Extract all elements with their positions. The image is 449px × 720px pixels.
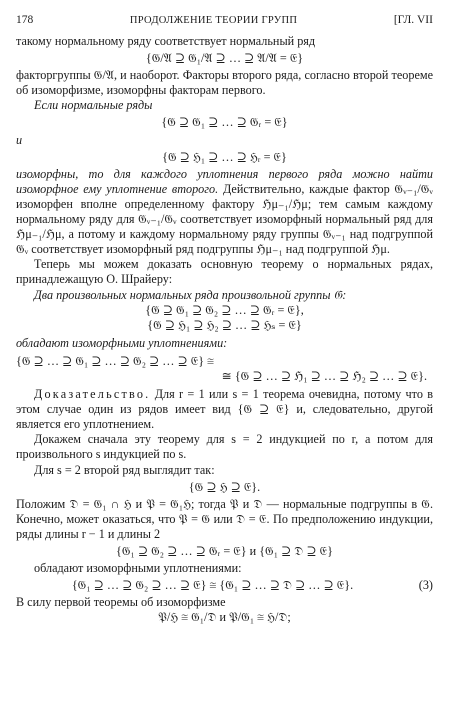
paragraph-2: Если нормальные ряды [34, 98, 153, 113]
paragraph-12: В силу первой теоремы об изоморфизме [16, 595, 226, 610]
formula-5: {𝔊 ⊇ ℌ₁ ⊇ ℌ₂ ⊇ … ⊇ ℌₛ = 𝔈} [147, 317, 302, 332]
paragraph-3-rest: Действительно, каждые фактор 𝔊ᵥ₋₁/𝔊ᵥ изоморфен вполне определенному фактору ℌμ₋₁/ℌμ; тем самым каждому нормальному ряду для 𝔊ᵥ₋₁/𝔊ᵥ соответствует изоморфный нормальный ряд для ℌμ₋₁/ℌμ, а потому и каждому нормальному ряду группы 𝔊ᵥ₋₁ над подгруппой 𝔊ᵥ соответствует изоморфный ряд подгруппы ℌμ₋₁ над подгруппой ℌμ. [16, 181, 433, 257]
paragraph-3 [16, 167, 433, 258]
paragraph-3-italic: изоморфны, то для каждого уплотнения первого ряда можно найти изоморфное ему уплотнение второго. [16, 166, 433, 196]
page-header [16, 14, 433, 34]
paragraph-1: факторгруппы 𝔊/𝔄, и наоборот. Факторы второго ряда, согласно второй теореме об изоморфизме, изоморфны факторам первого. [16, 68, 433, 98]
formula-9: {𝔊₁ ⊇ 𝔊₂ ⊇ … ⊇ 𝔊ᵣ = 𝔈} и {𝔊₁ ⊇ 𝔇 ⊇ 𝔈} [116, 544, 333, 558]
proof-text: Для r = 1 или s = 1 теорема очевидна, потому что в этом случае один из рядов имеет вид {𝔊 ⊇ 𝔈} и, следовательно, другой является его уплотнением. [16, 387, 433, 432]
running-title: ПРОДОЛЖЕНИЕ ТЕОРИИ ГРУПП [129, 15, 298, 26]
formula-2: {𝔊 ⊇ 𝔊₁ ⊇ … ⊇ 𝔊ᵣ = 𝔈} [161, 115, 288, 130]
formula-7: ≅ {𝔊 ⊇ … ⊇ ℌ₁ ⊇ … ⊇ ℌ₂ ⊇ … ⊇ 𝔈}. [221, 368, 427, 383]
paragraph-8: Докажем сначала эту теорему для s = 2 индукцией по r, а потом для произвольного s индукцией по s. [16, 432, 433, 462]
formula-11: 𝔓/ℌ ≅ 𝔊₁/𝔇 и 𝔓/𝔊₁ ≅ ℌ/𝔇; [158, 610, 291, 625]
proof-heading: Доказательство. [34, 387, 151, 402]
paragraph-9: Для s = 2 второй ряд выглядит так: [34, 462, 215, 477]
paragraph-11: обладают изоморфными уплотнениями: [34, 561, 242, 576]
page-number: 178 [16, 14, 34, 26]
theorem-conclusion: обладают изоморфными уплотнениями: [16, 335, 228, 350]
formula-6: {𝔊 ⊇ … ⊇ 𝔊₁ ⊇ … ⊇ 𝔊₂ ⊇ … ⊇ 𝔈} ≅ [16, 353, 214, 368]
conjunction-and: и [16, 132, 23, 147]
formula-8: {𝔊 ⊇ ℌ ⊇ 𝔈}. [188, 479, 261, 494]
paragraph-4: Теперь мы можем доказать основную теорему о нормальных рядах, принадлежащую О. Шрайеру: [16, 257, 433, 287]
paragraph-10: Положим 𝔇 = 𝔊₁ ∩ ℌ и 𝔓 = 𝔊₁ℌ; тогда 𝔓 и 𝔇 — нормальные подгруппы в 𝔊. Конечно, может оказаться, что 𝔓 = 𝔊 или 𝔇 = 𝔈. По предположению индукции, ряды длины r − 1 и длины 2 [16, 496, 433, 541]
paragraph-proof [16, 387, 433, 432]
formula-10: {𝔊₁ ⊇ … ⊇ 𝔊₂ ⊇ … ⊇ 𝔈} ≅ {𝔊₁ ⊇ … ⊇ 𝔇 ⊇ … ⊇ 𝔈}. [71, 578, 354, 593]
formula-3: {𝔊 ⊇ ℌ₁ ⊇ … ⊇ ℌᵣ = 𝔈} [162, 149, 287, 164]
formula-10-row [16, 578, 433, 593]
formula-1: {𝔊/𝔄 ⊇ 𝔊₁/𝔄 ⊇ … ⊇ 𝔄/𝔄 = 𝔈} [145, 51, 304, 66]
equation-label: (3) [418, 578, 433, 593]
chapter-label: [ГЛ. VII [393, 14, 433, 26]
formula-4: {𝔊 ⊇ 𝔊₁ ⊇ 𝔊₂ ⊇ … ⊇ 𝔊ᵣ = 𝔈}, [145, 302, 304, 317]
theorem-statement: Два произвольных нормальных ряда произвольной группы 𝔊: [34, 287, 347, 302]
paragraph-1-lead: такому нормальному ряду соответствует нормальный ряд [16, 34, 316, 48]
